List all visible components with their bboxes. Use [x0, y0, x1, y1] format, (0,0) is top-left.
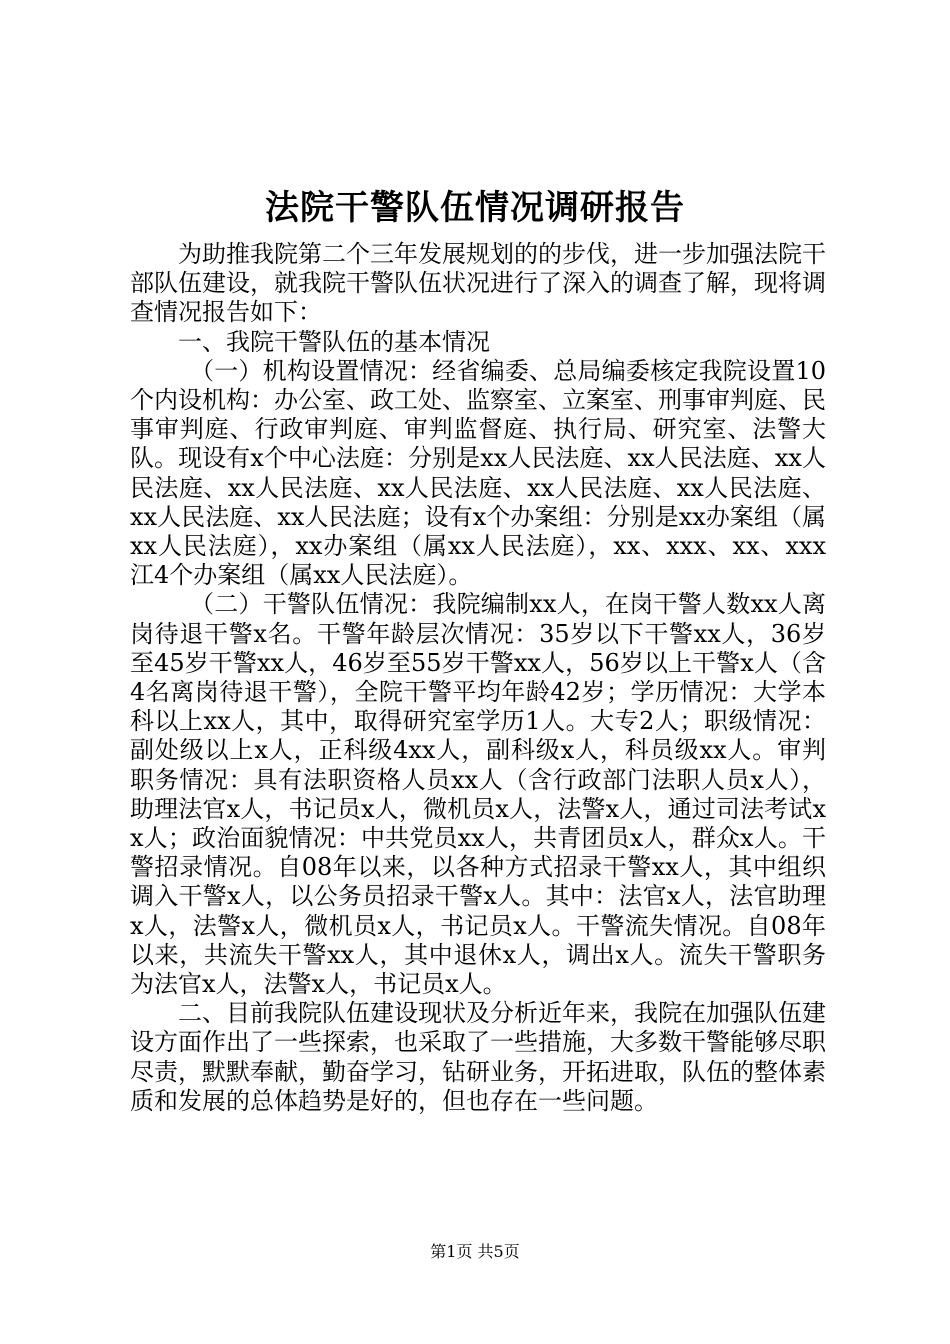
document-title: 法院干警队伍情况调研报告 — [265, 188, 685, 228]
document-body — [130, 240, 826, 1116]
intro-paragraph: 为助推我院第二个三年发展规划的的步伐，进一步加强法院干部队伍建设，就我院干警队伍状况进行了深入的调查了解，现将调查情况报告如下： — [130, 240, 826, 327]
paragraph-organization: （一）机构设置情况：经省编委、总局编委核定我院设置10个内设机构：办公室、政工处、监察室、立案室、刑事审判庭、民事审判庭、行政审判庭、审判监督庭、执行局、研究室、法警大队。现设有x个中心法庭：分别是xx人民法庭、xx人民法庭、xx人民法庭、xx人民法庭、xx人民法庭、xx人民法庭、xx人民法庭、xx人民法庭、xx人民法庭；设有x个办案组：分别是xx办案组（属xx人民法庭），xx办案组（属xx人民法庭），xx、xxx、xx、xxx江4个办案组（属xx人民法庭）。 — [130, 356, 826, 590]
page-footer: 第1页 共5页 — [430, 1242, 520, 1261]
section-heading-2: 二、目前我院队伍建设现状及分析近年来，我院在加强队伍建设方面作出了一些探索，也采取了一些措施，大多数干警能够尽职尽责，默默奉献，勤奋学习，钻研业务，开拓进取，队伍的整体素质和发展的总体趋势是好的，但也存在一些问题。 — [130, 999, 826, 1115]
section-heading-1: 一、我院干警队伍的基本情况 — [178, 327, 490, 356]
paragraph-staff: （二）干警队伍情况：我院编制xx人，在岗干警人数xx人离岗待退干警x名。干警年龄层次情况：35岁以下干警xx人，36岁至45岁干警xx人，46岁至55岁干警xx人，56岁以上干警x人（含4名离岗待退干警），全院干警平均年龄42岁；学历情况：大学本科以上xx人，其中，取得研究室学历1人。大专2人；职级情况：副处级以上x人，正科级4xx人，副科级x人，科员级xx人。审判职务情况：具有法职资格人员xx人（含行政部门法职人员x人），助理法官x人，书记员x人，微机员x人，法警x人，通过司法考试xx人；政治面貌情况：中共党员xx人，共青团员x人，群众x人。干警招录情况。自08年以来，以各种方式招录干警xx人，其中组织调入干警x人，以公务员招录干警x人。其中：法官x人，法官助理x人，法警x人，微机员x人，书记员x人。干警流失情况。自08年以来，共流失干警xx人，其中退休x人，调出x人。流失干警职务为法官x人，法警x人，书记员x人。 — [130, 590, 826, 999]
